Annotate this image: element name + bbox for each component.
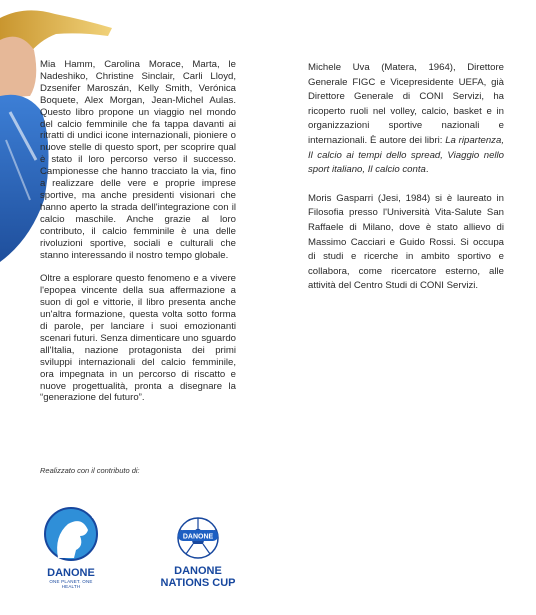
soccer-ball-icon (160, 514, 236, 560)
author-bio-uva (308, 61, 504, 178)
danone-emblem-icon (40, 506, 102, 562)
danone-nations-cup-logo (160, 514, 236, 589)
bio-uva-text: Michele Uva (Matera, 1964), Direttore Generale FIGC e Vicepresidente UEFA, già Direttore Generale di CONI Servizi, ha ricoperto ruoli nel volley, calcio, basket e in organizzazioni sportive nazionali e internazionali. È autore dei libri: (308, 62, 504, 146)
danone-wordmark: DANONE (47, 567, 95, 579)
credit-line: Realizzato con il contributo di: (40, 466, 140, 475)
description-paragraph-2: Oltre a esplorare questo fenomeno e a vivere l'epopea vincente della sua affermazione a suon di gol e vittorie, il libro presenta anche un'altra formazione, questa volta sotto forma di parole, per lanciare i suoi emozionanti scenari futuri. Senza dimenticare uno sguardo all'Italia, nazione protagonista dei primi sviluppi internazionali del calcio femminile, ora impegnata in un percorso di riscatto e nuove progettualità, pronta a disegnare la “generazione del futuro”. (40, 273, 236, 404)
danone-logo (40, 506, 102, 589)
author-bios (308, 61, 504, 294)
svg-text:★: ★ (90, 511, 99, 521)
description-paragraph-1: Mia Hamm, Carolina Morace, Marta, le Nadeshiko, Christine Sinclair, Carli Lloyd, Dzsenifer Maroszán, Kelly Smith, Verónica Boquete, Alex Morgan, Jean-Michel Aulas. Questo libro propone un viaggio nel mondo del calcio femminile che fa tappa davanti ai ritratti di undici icone internazionali, pioniere o nuove stelle di questo sport, per scoprire qual è stato il loro percorso verso il successo. Campionesse che hanno tracciato la via, fino a realizzare delle vere e proprie imprese sportive, ma anche presidenti visionari che hanno aperto la strada dell'integrazione con il calcio maschile. Anche grazie al loro contributo, il calcio femminile è una delle rivoluzioni sportive, sociali e culturali che stanno interessando il nostro tempo globale. (40, 59, 236, 261)
danone-tagline: ONE PLANET. ONE HEALTH (49, 579, 93, 589)
author-bio-gasparri: Moris Gasparri (Jesi, 1984) si è laureato in Filosofia presso l'Università Vita-Salute San Raffaele di Milano, dove è stato allievo di Massimo Cacciari e Guido Rossi. Si occupa di studi e ricerche in ambito sportivo e collabora, come ricercatore esterno, alle attività del Centro Studi di CONI Servizi. (308, 192, 504, 292)
bio-uva-books: La ripartenza, Il calcio ai tempi dello spread, Viaggio nello sport italiano, Il calcio conta (308, 134, 504, 176)
cup-badge-text: DANONE (182, 533, 214, 541)
bio-uva-end: . (425, 164, 429, 176)
cup-wordmark-line1: DANONE (174, 565, 222, 577)
cup-wordmark-line2: NATIONS CUP (160, 577, 236, 589)
book-description (40, 59, 236, 404)
